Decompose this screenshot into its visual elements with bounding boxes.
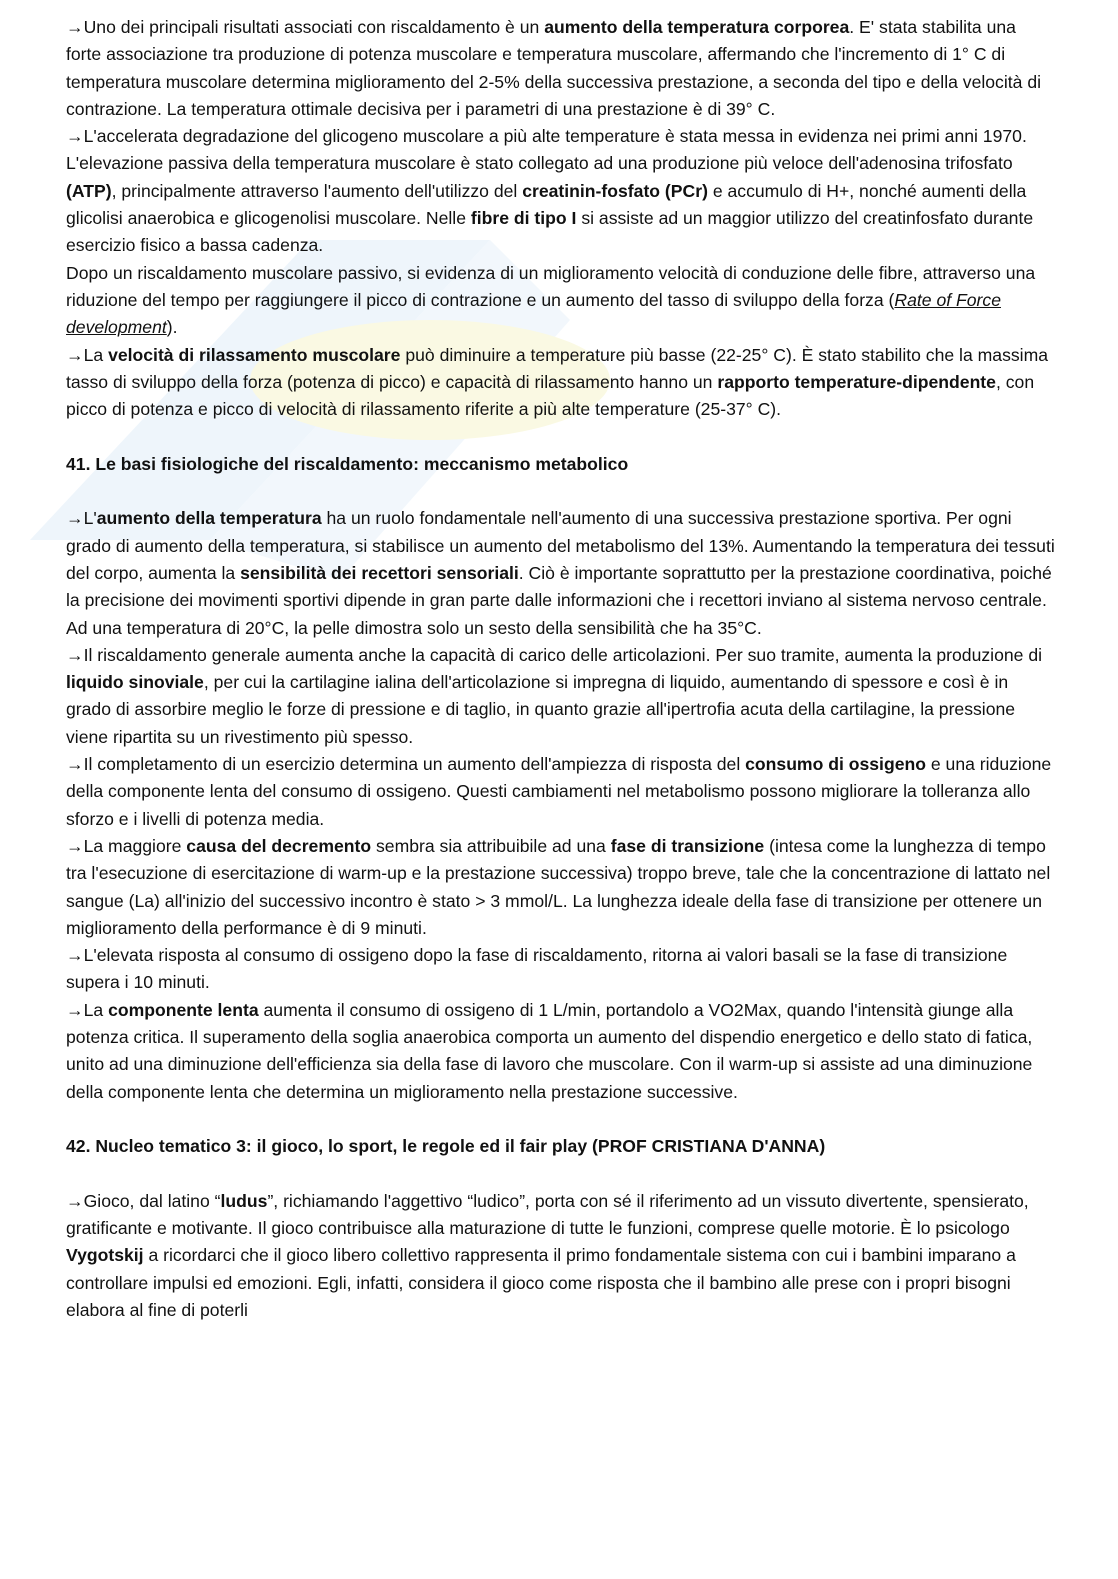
paragraph-transition-phase: →La maggiore causa del decremento sembra sia attribuibile ad una fase di transizione (intesa come la lunghezza di tempo tra l'esecuzione di esercitazione di warm-up e la prestazione successiva) troppo breve, tale che la concentrazione di lattato nel sangue (La) all'inizio del successivo incontro è stato > 3 mmol/L. La lunghezza ideale della fase di transizione per ottenere un miglioramento della performance è di 9 minuti.: [66, 835, 1051, 938]
paragraph-synovial: →Il riscaldamento generale aumenta anche la capacità di carico delle articolazioni. Per suo tramite, aumenta la produzione di liquido sinoviale, per cui la cartilagine ialina dell'articolazione si impregna di liquido, aumentando di spessore e così è in grado di assorbire meglio le forze di pressione e di taglio, in quanto grazie all'ipertrofia acuta della cartilagine, la pressione viene ripartita su un rivestimento più spesso.: [66, 644, 1043, 747]
paragraph-game: →Gioco, dal latino “ludus”, richiamando l'aggettivo “ludico”, porta con sé il riferimento ad un vissuto divertente, spensierato, gratificante e motivante. Il gioco contribuisce alla maturazione di tutte le funzioni, comprese quelle motorie. È lo psicologo Vygotskij a ricordarci che il gioco libero collettivo rappresenta il primo fondamentale sistema con cui i bambini imparano a controllare impulsi ed emozioni. Egli, infatti, considera il gioco come risposta che il bambino alle prese con i propri bisogni elabora al fine di poterli: [66, 1190, 1029, 1320]
paragraph-temperature: →Uno dei principali risultati associati con riscaldamento è un aumento della temperatura corporea. E' stata stabilita una forte associazione tra produzione di potenza muscolare e temperatura muscolare, affermando che l'incremento di 1° C di temperatura muscolare determina miglioramento del 2-5% della successiva prestazione, a seconda del tipo e della velocità di contrazione. La temperatura ottimale decisiva per i parametri di una prestazione è di 39° C.: [66, 17, 1042, 119]
document-page: [66, 14, 1056, 1324]
paragraph-temperature-increase: →L'aumento della temperatura ha un ruolo fondamentale nell'aumento di una successiva prestazione sportiva. Per ogni grado di aumento della temperatura, si stabilisce un aumento del metabolismo del 13%. Aumentando la temperatura dei tessuti del corpo, aumenta la sensibilità dei recettori sensoriali. Ciò è importante soprattutto per la prestazione coordinativa, poiché la precisione dei movimenti sportivi dipende in gran parte dalle informazioni che i recettori inviano al sistema nervoso centrale. Ad una temperatura di 20°C, la pelle dimostra solo un sesto della sensibilità che ha 35°C.: [66, 508, 1055, 638]
paragraph-glycogen: →L'accelerata degradazione del glicogeno muscolare a più alte temperature è stata messa in evidenza nei primi anni 1970. L'elevazione passiva della temperatura muscolare è stato collegato ad una produzione più veloce dell'adenosina trifosfato (ATP), principalmente attraverso l'aumento dell'utilizzo del creatinin-fosfato (PCr) e accumulo di H+, nonché aumenti della glicolisi anaerobica e glicogenolisi muscolare. Nelle fibre di tipo I si assiste ad un maggior utilizzo del creatinfosfato durante esercizio fisico a bassa cadenza.: [66, 126, 1034, 256]
heading-42: 42. Nucleo tematico 3: il gioco, lo sport, le regole ed il fair play (PROF CRISTIANA D'ANNA): [66, 1136, 826, 1157]
rate-of-force-development-link: Rate of Force development: [66, 289, 1001, 338]
paragraph-relaxation: →La velocità di rilassamento muscolare può diminuire a temperature più basse (22-25° C). È stato stabilito che la massima tasso di sviluppo della forza (potenza di picco) e capacità di rilassamento hanno un rapporto temperature-dipendente, con picco di potenza e picco di velocità di rilassamento riferite a più alte temperature (25-37° C).: [66, 344, 1049, 420]
paragraph-passive-warmup: Dopo un riscaldamento muscolare passivo, si evidenza di un miglioramento velocità di conduzione delle fibre, attraverso una riduzione del tempo per raggiungere il picco di contrazione e un aumento del tasso di sviluppo della forza (Rate of Force development).: [66, 262, 1036, 338]
paragraph-basal-values: →L'elevata risposta al consumo di ossigeno dopo la fase di riscaldamento, ritorna ai valori basali se la fase di transizione supera i 10 minuti.: [66, 945, 1008, 993]
heading-41: 41. Le basi fisiologiche del riscaldamento: meccanismo metabolico: [66, 453, 629, 474]
paragraph-slow-component: →La componente lenta aumenta il consumo di ossigeno di 1 L/min, portandolo a VO2Max, quando l'intensità giunge alla potenza critica. Il superamento della soglia anaerobica comporta un aumento del dispendio energetico e dello stato di fatica, unito ad una diminuzione dell'efficienza sia della fase di lavoro che muscolare. Con il warm-up si assiste ad una diminuzione della componente lenta che determina un miglioramento nella prestazione successive.: [66, 999, 1033, 1102]
paragraph-oxygen-consumption: →Il completamento di un esercizio determina un aumento dell'ampiezza di risposta del consumo di ossigeno e una riduzione della componente lenta del consumo di ossigeno. Questi cambiamenti nel metabolismo possono migliorare la tolleranza allo sforzo e i livelli di potenza media.: [66, 754, 1052, 829]
